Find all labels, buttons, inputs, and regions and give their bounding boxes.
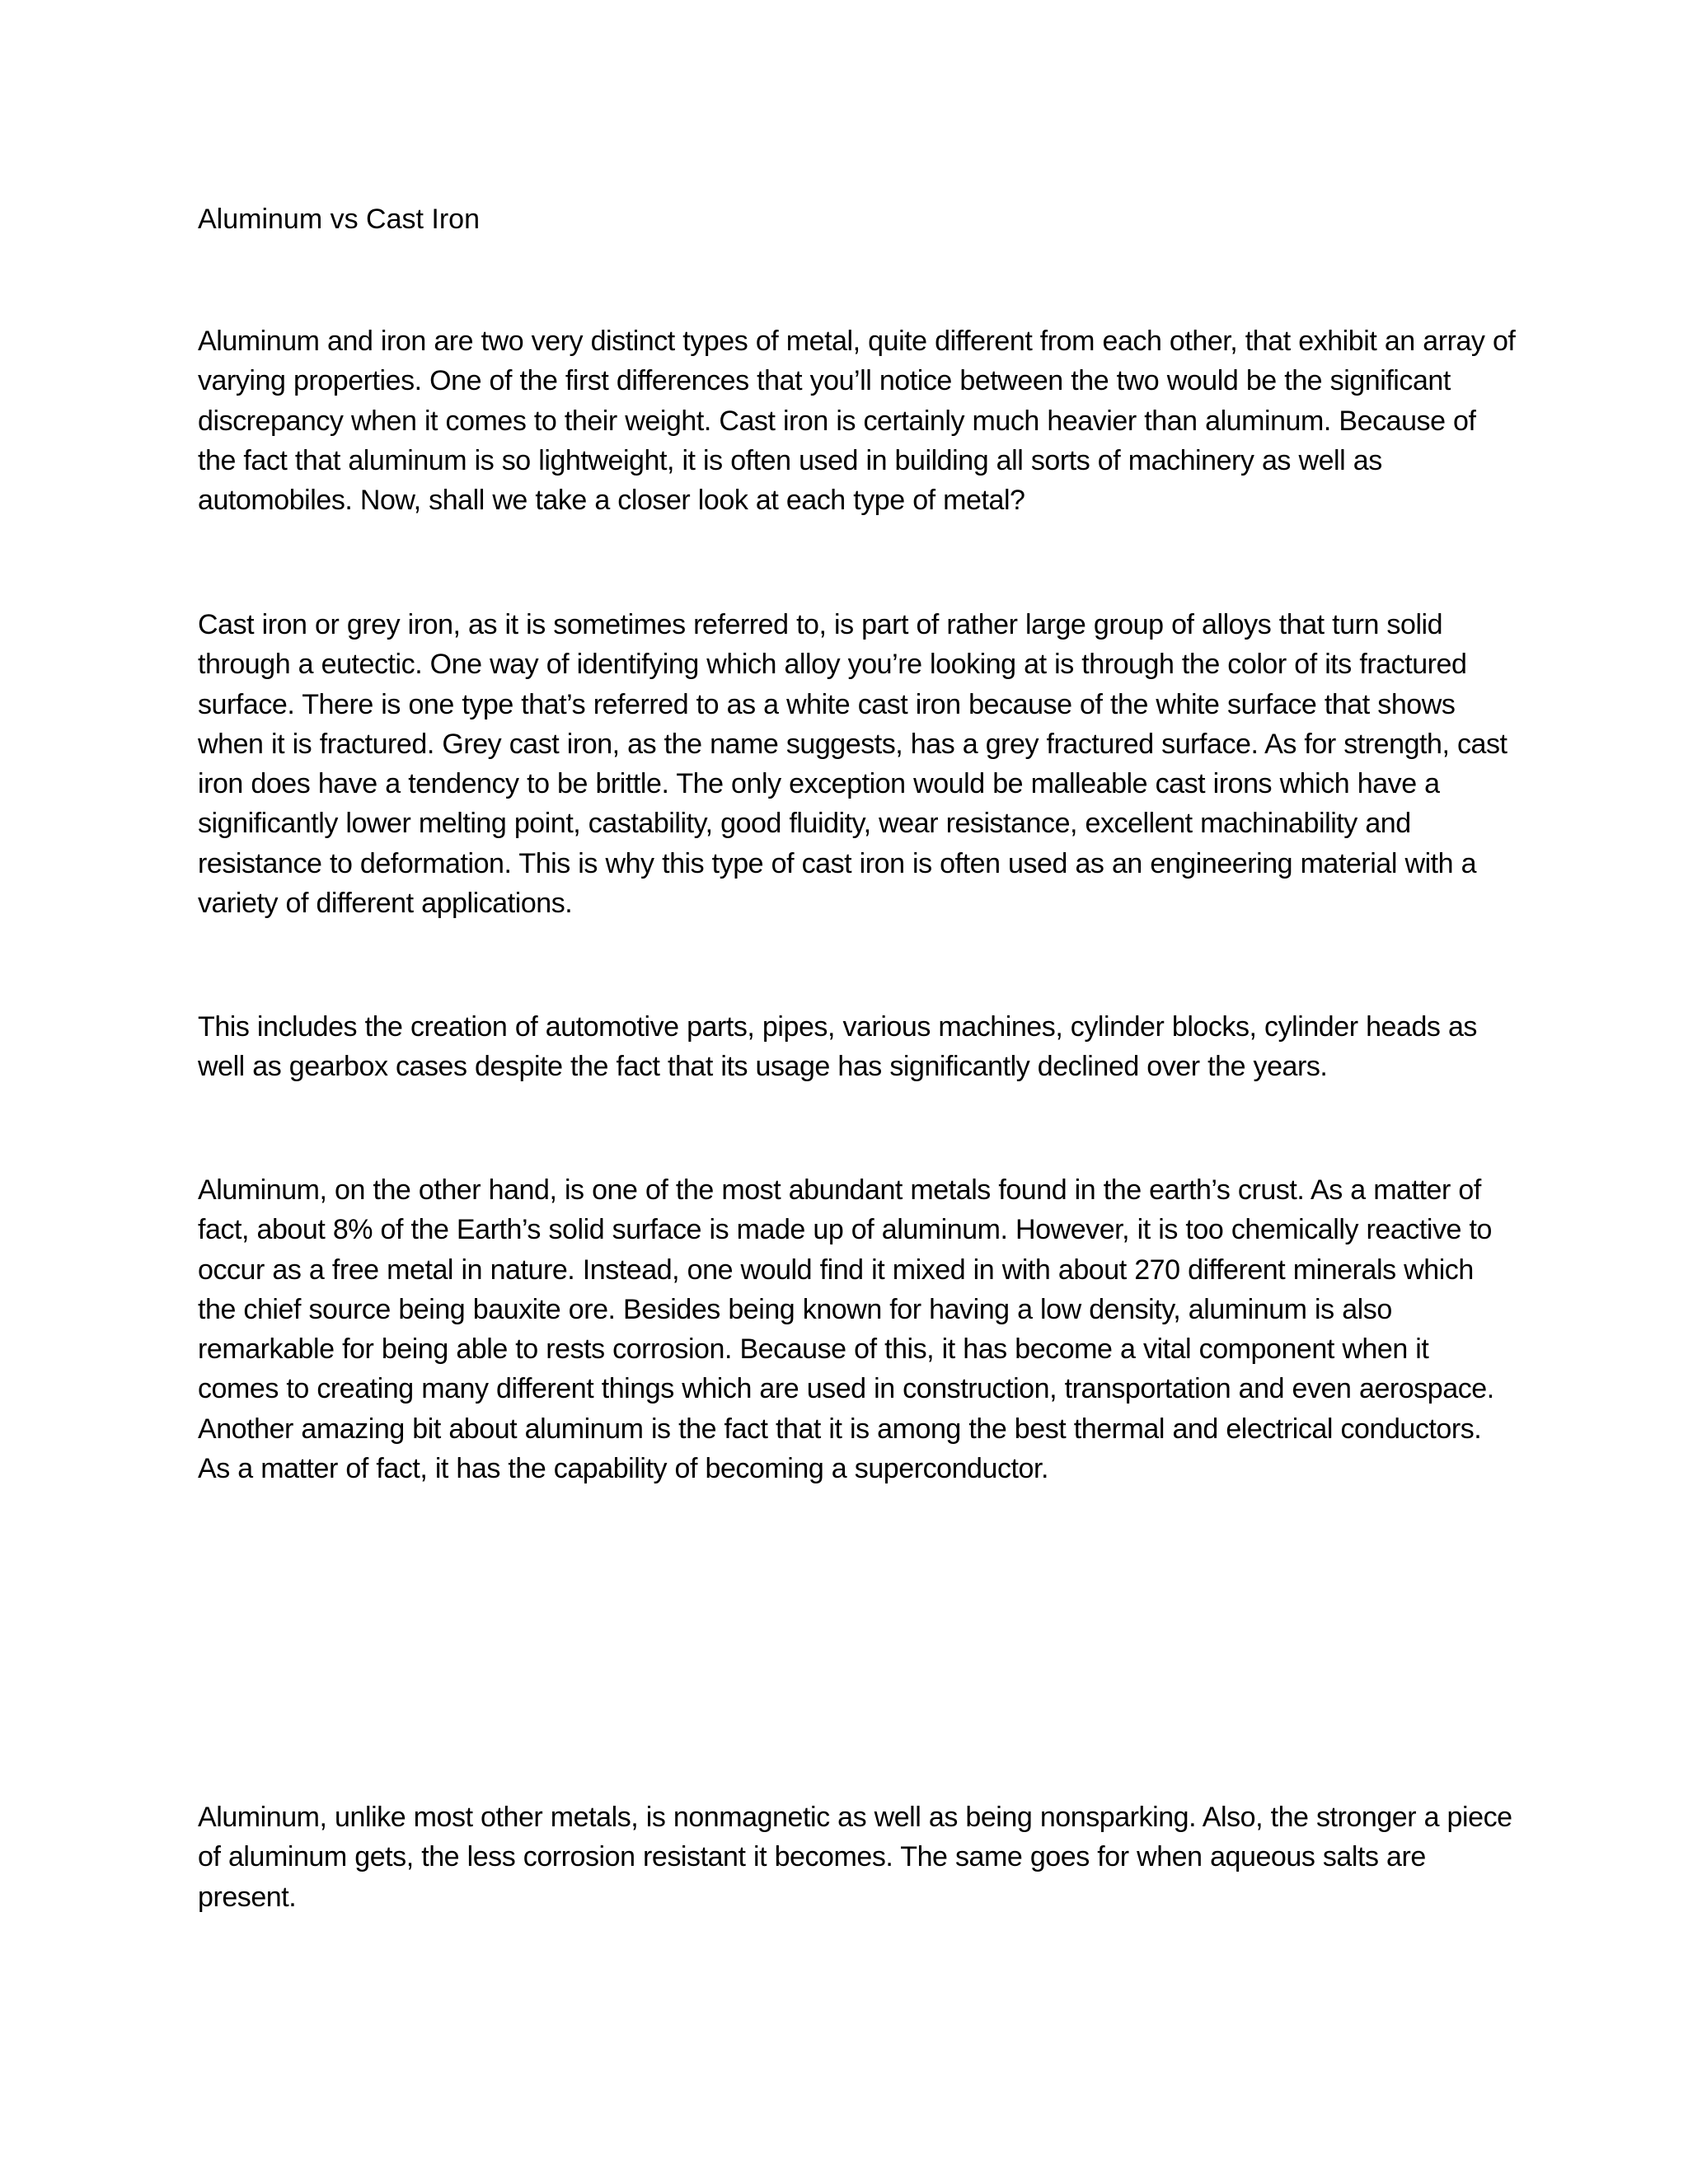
document-title: Aluminum vs Cast Iron <box>198 204 480 235</box>
paragraph-cast-iron: Cast iron or grey iron, as it is sometimes referred to, is part of rather large group of alloys that turn solid through a eutectic. One way of identifying which alloy you’re looking at is through the color of its fractured surface. There is one type that’s referred to as a white cast iron because of the white surface that shows when it is fractured. Grey cast iron, as the name suggests, has a grey fractured surface. As for strength, cast iron does have a tendency to be brittle. The only exception would be malleable cast irons which have a significantly lower melting point, castability, good fluidity, wear resistance, excellent machinability and resistance to deformation. This is why this type of cast iron is often used as an engineering material with a variety of different applications. <box>198 609 1507 920</box>
paragraph-cast-iron-uses: This includes the creation of automotive parts, pipes, various machines, cylinder blocks, cylinder heads as well as gearbox cases despite the fact that its usage has significantly declined over the years. <box>198 1011 1477 1083</box>
paragraph-aluminum: Aluminum, on the other hand, is one of the most abundant metals found in the earth’s crust. As a matter of fact, about 8% of the Earth’s solid surface is made up of aluminum. However, it is too chemically reactive to occur as a free metal in nature. Instead, one would find it mixed in with about 270 different minerals which the chief source being bauxite ore. Besides being known for having a low density, aluminum is also remarkable for being able to rests corrosion. Because of this, it has become a vital component when it comes to creating many different things which are used in construction, transportation and even aerospace. Another amazing bit about aluminum is the fact that it is among the best thermal and electrical conductors. As a matter of fact, it has the capability of becoming a superconductor. <box>198 1174 1494 1485</box>
paragraph-intro: Aluminum and iron are two very distinct types of metal, quite different from each other, that exhibit an array of varying properties. One of the first differences that you’ll notice between the two would be the significant discrepancy when it comes to their weight. Cast iron is certainly much heavier than aluminum. Because of the fact that aluminum is so lightweight, it is often used in building all sorts of machinery as well as automobiles. Now, shall we take a closer look at each type of metal? <box>198 326 1516 517</box>
paragraph-aluminum-properties: Aluminum, unlike most other metals, is nonmagnetic as well as being nonsparking. Also, the stronger a piece of aluminum gets, the less corrosion resistant it becomes. The same goes for when aqueous salts are present. <box>198 1802 1512 1913</box>
